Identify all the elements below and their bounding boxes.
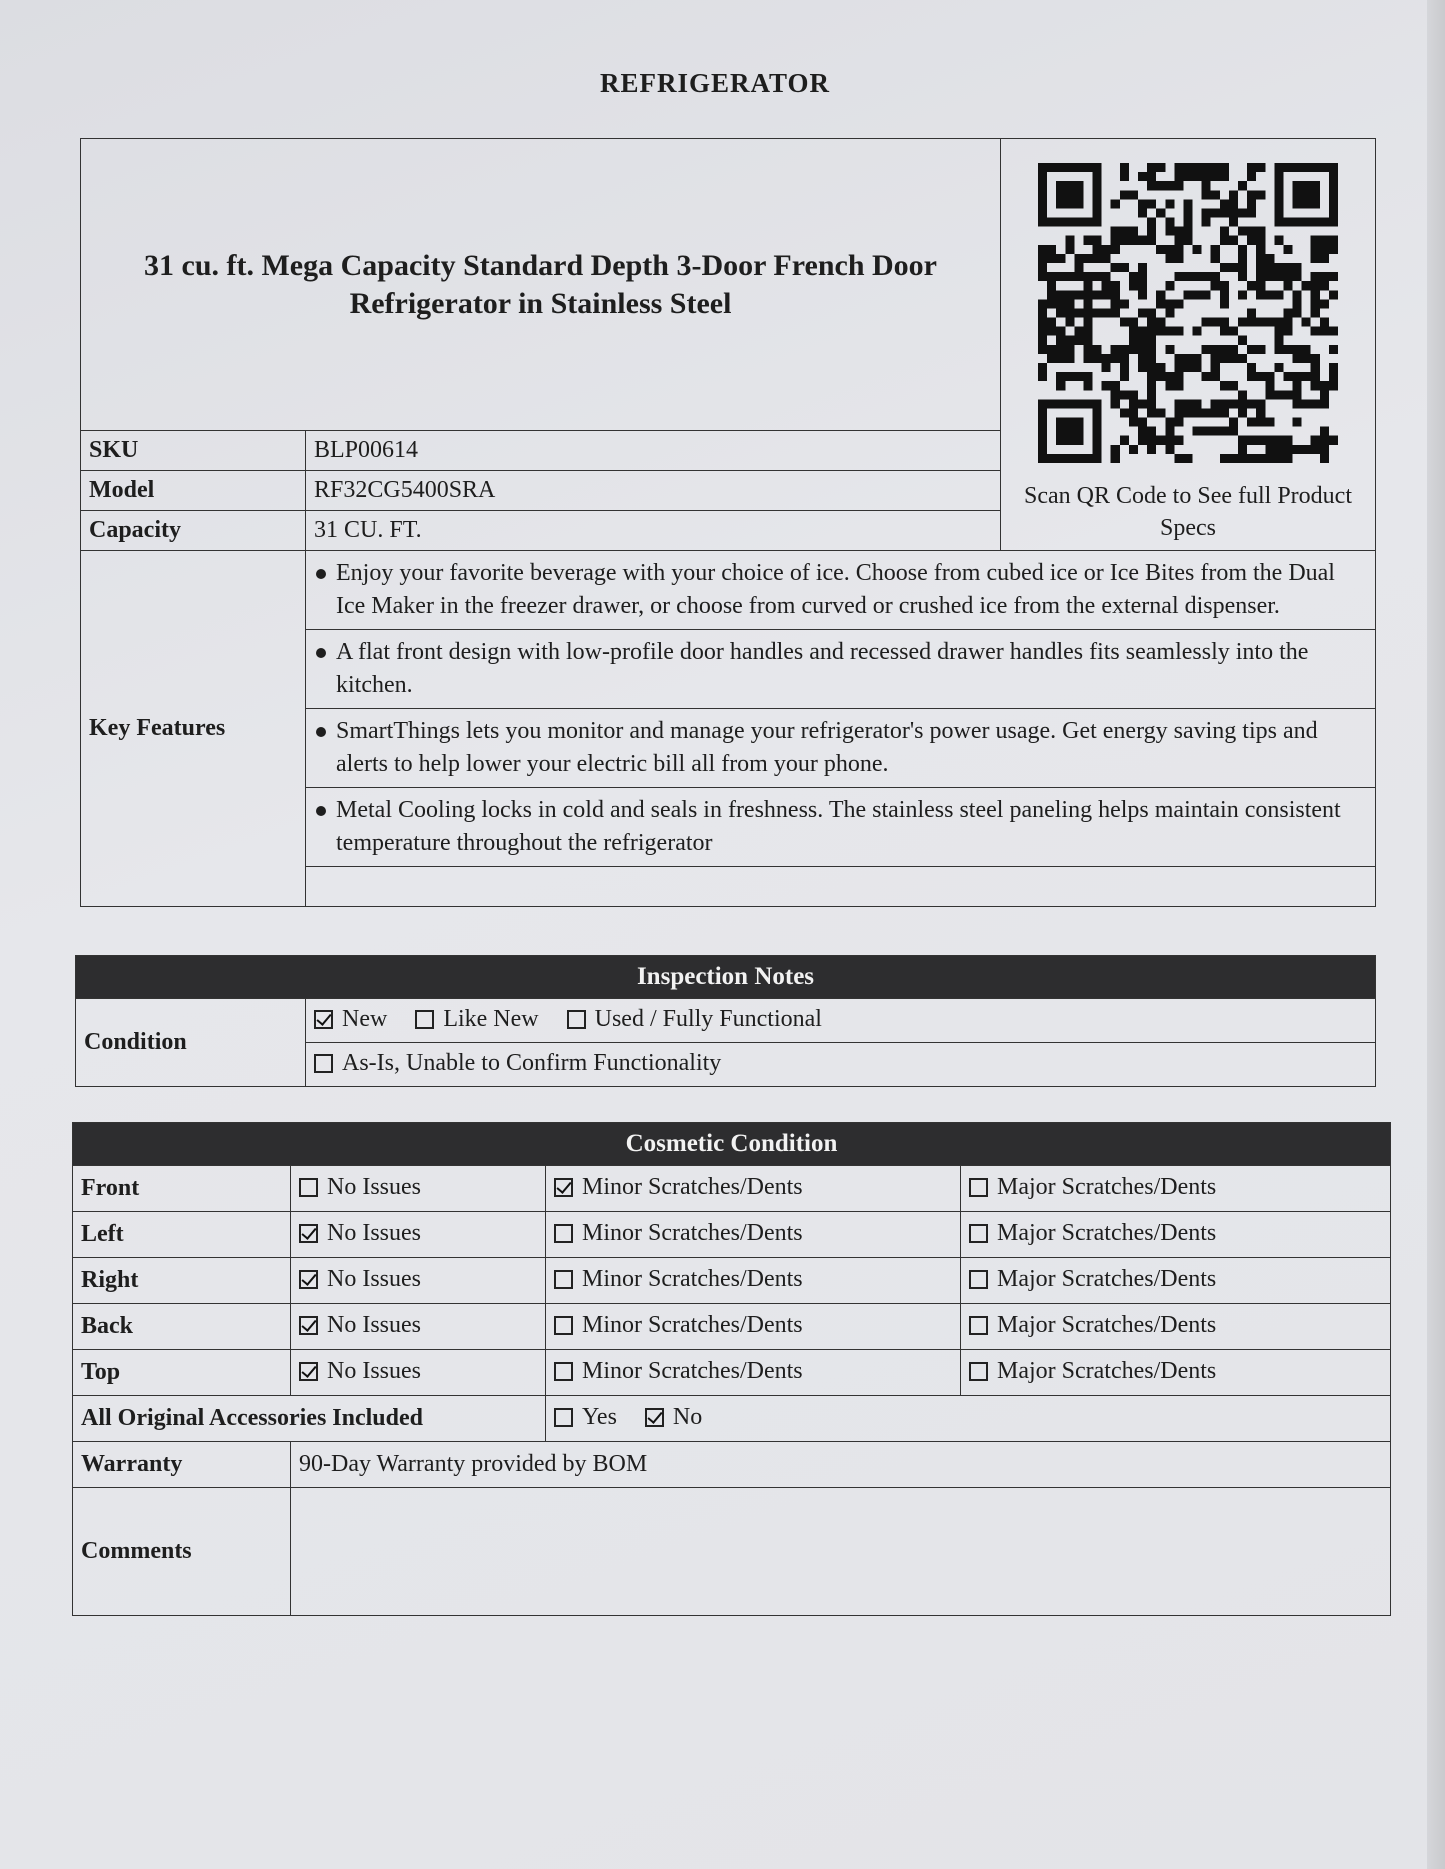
cosmetic-option-cell bbox=[546, 1304, 961, 1350]
accessories-yes-option[interactable]: Yes bbox=[554, 1404, 617, 1431]
checkbox[interactable] bbox=[554, 1362, 573, 1381]
cosmetic-option-cell bbox=[291, 1212, 546, 1258]
inspection-notes-header: Inspection Notes bbox=[76, 956, 1376, 999]
cosmetic-major-option[interactable]: Major Scratches/Dents bbox=[969, 1358, 1216, 1385]
feature-item: Enjoy your favorite beverage with your choice of ice. Choose from cubed ice or Ice Bites from the Dual Ice Maker in the freezer drawer, or choose from curved or crushed ice from the external dispenser. bbox=[306, 551, 1376, 630]
cosmetic-row-label: Back bbox=[73, 1304, 291, 1350]
warranty-label: Warranty bbox=[73, 1442, 291, 1488]
feature-item: A flat front design with low-profile door handles and recessed drawer handles fits seamlessly into the kitchen. bbox=[306, 630, 1376, 709]
cosmetic-none-option[interactable]: No Issues bbox=[299, 1266, 421, 1293]
checkbox[interactable] bbox=[969, 1316, 988, 1335]
cosmetic-option-cell bbox=[961, 1212, 1391, 1258]
cosmetic-option-cell bbox=[961, 1350, 1391, 1396]
condition-label: Condition bbox=[76, 999, 306, 1087]
cosmetic-option-cell bbox=[291, 1304, 546, 1350]
checkbox[interactable] bbox=[567, 1010, 586, 1029]
cosmetic-option-cell bbox=[291, 1166, 546, 1212]
checkbox[interactable] bbox=[969, 1178, 988, 1197]
cosmetic-none-option[interactable]: No Issues bbox=[299, 1174, 421, 1201]
cosmetic-minor-option[interactable]: Minor Scratches/Dents bbox=[554, 1220, 803, 1247]
page-edge-shadow bbox=[1427, 0, 1445, 1869]
cosmetic-minor-option[interactable]: Minor Scratches/Dents bbox=[554, 1312, 803, 1339]
checkbox-checked[interactable] bbox=[314, 1010, 333, 1029]
model-label: Model bbox=[81, 471, 306, 511]
feature-empty-row bbox=[306, 867, 1376, 907]
cosmetic-option-cell bbox=[546, 1166, 961, 1212]
checkbox[interactable] bbox=[554, 1270, 573, 1289]
cosmetic-none-option[interactable]: No Issues bbox=[299, 1220, 421, 1247]
cosmetic-row bbox=[73, 1350, 1391, 1396]
cosmetic-condition-table bbox=[72, 1122, 1391, 1616]
cosmetic-option-cell bbox=[961, 1166, 1391, 1212]
checkbox[interactable] bbox=[314, 1054, 333, 1073]
warranty-value: 90-Day Warranty provided by BOM bbox=[291, 1442, 1391, 1488]
cosmetic-major-option[interactable]: Major Scratches/Dents bbox=[969, 1266, 1216, 1293]
condition-used-option[interactable]: Used / Fully Functional bbox=[567, 1006, 822, 1033]
condition-as-is-option[interactable]: As-Is, Unable to Confirm Functionality bbox=[314, 1050, 721, 1077]
checkbox[interactable] bbox=[415, 1010, 434, 1029]
checkbox[interactable] bbox=[969, 1224, 988, 1243]
accessories-options bbox=[546, 1396, 1391, 1442]
checkbox-checked[interactable] bbox=[554, 1178, 573, 1197]
qr-caption: Scan QR Code to See full Product Specs bbox=[1024, 483, 1352, 541]
cosmetic-option-cell bbox=[961, 1258, 1391, 1304]
condition-options-row bbox=[306, 1043, 1376, 1087]
product-name: 31 cu. ft. Mega Capacity Standard Depth 3-Door French Door Refrigerator in Stainless Steel bbox=[81, 139, 1001, 431]
condition-new-option[interactable]: New bbox=[314, 1006, 387, 1033]
cosmetic-none-option[interactable]: No Issues bbox=[299, 1358, 421, 1385]
checkbox[interactable] bbox=[969, 1270, 988, 1289]
cosmetic-option-cell bbox=[291, 1350, 546, 1396]
cosmetic-row bbox=[73, 1166, 1391, 1212]
cosmetic-row-label: Top bbox=[73, 1350, 291, 1396]
comments-label: Comments bbox=[73, 1488, 291, 1616]
inspection-notes-table bbox=[75, 955, 1376, 1087]
accessories-label: All Original Accessories Included bbox=[73, 1396, 546, 1442]
checkbox-checked[interactable] bbox=[299, 1362, 318, 1381]
cosmetic-option-cell bbox=[961, 1304, 1391, 1350]
feature-item: SmartThings lets you monitor and manage your refrigerator's power usage. Get energy saving tips and alerts to help lower your electric bill all from your phone. bbox=[306, 709, 1376, 788]
cosmetic-option-cell bbox=[546, 1258, 961, 1304]
checkbox-checked[interactable] bbox=[299, 1316, 318, 1335]
cosmetic-none-option[interactable]: No Issues bbox=[299, 1312, 421, 1339]
model-value: RF32CG5400SRA bbox=[306, 471, 1001, 511]
cosmetic-major-option[interactable]: Major Scratches/Dents bbox=[969, 1220, 1216, 1247]
cosmetic-row bbox=[73, 1258, 1391, 1304]
condition-options-row bbox=[306, 999, 1376, 1043]
checkbox-checked[interactable] bbox=[299, 1224, 318, 1243]
checkbox[interactable] bbox=[299, 1178, 318, 1197]
cosmetic-row bbox=[73, 1304, 1391, 1350]
cosmetic-minor-option[interactable]: Minor Scratches/Dents bbox=[554, 1266, 803, 1293]
cosmetic-row-label: Front bbox=[73, 1166, 291, 1212]
cosmetic-option-cell bbox=[546, 1350, 961, 1396]
cosmetic-option-cell bbox=[291, 1258, 546, 1304]
capacity-label: Capacity bbox=[81, 511, 306, 551]
sku-value: BLP00614 bbox=[306, 431, 1001, 471]
capacity-value: 31 CU. FT. bbox=[306, 511, 1001, 551]
cosmetic-row bbox=[73, 1212, 1391, 1258]
key-features-label: Key Features bbox=[81, 551, 306, 907]
checkbox-checked[interactable] bbox=[299, 1270, 318, 1289]
sku-label: SKU bbox=[81, 431, 306, 471]
cosmetic-minor-option[interactable]: Minor Scratches/Dents bbox=[554, 1358, 803, 1385]
checkbox[interactable] bbox=[554, 1316, 573, 1335]
cosmetic-major-option[interactable]: Major Scratches/Dents bbox=[969, 1174, 1216, 1201]
feature-item: Metal Cooling locks in cold and seals in freshness. The stainless steel paneling helps maintain consistent temperature throughout the refrigerator bbox=[306, 788, 1376, 867]
accessories-no-option[interactable]: No bbox=[645, 1404, 702, 1431]
cosmetic-minor-option[interactable]: Minor Scratches/Dents bbox=[554, 1174, 803, 1201]
cosmetic-row-label: Right bbox=[73, 1258, 291, 1304]
product-info-table bbox=[80, 138, 1376, 907]
cosmetic-major-option[interactable]: Major Scratches/Dents bbox=[969, 1312, 1216, 1339]
checkbox-checked[interactable] bbox=[645, 1408, 664, 1427]
cosmetic-option-cell bbox=[546, 1212, 961, 1258]
comments-field[interactable] bbox=[291, 1488, 1391, 1616]
cosmetic-condition-header: Cosmetic Condition bbox=[73, 1123, 1391, 1166]
qr-code-icon[interactable] bbox=[1038, 163, 1338, 463]
condition-like-new-option[interactable]: Like New bbox=[415, 1006, 538, 1033]
checkbox[interactable] bbox=[969, 1362, 988, 1381]
checkbox[interactable] bbox=[554, 1408, 573, 1427]
qr-code-cell bbox=[1001, 139, 1376, 551]
cosmetic-row-label: Left bbox=[73, 1212, 291, 1258]
document-title: REFRIGERATOR bbox=[599, 68, 831, 98]
checkbox[interactable] bbox=[554, 1224, 573, 1243]
